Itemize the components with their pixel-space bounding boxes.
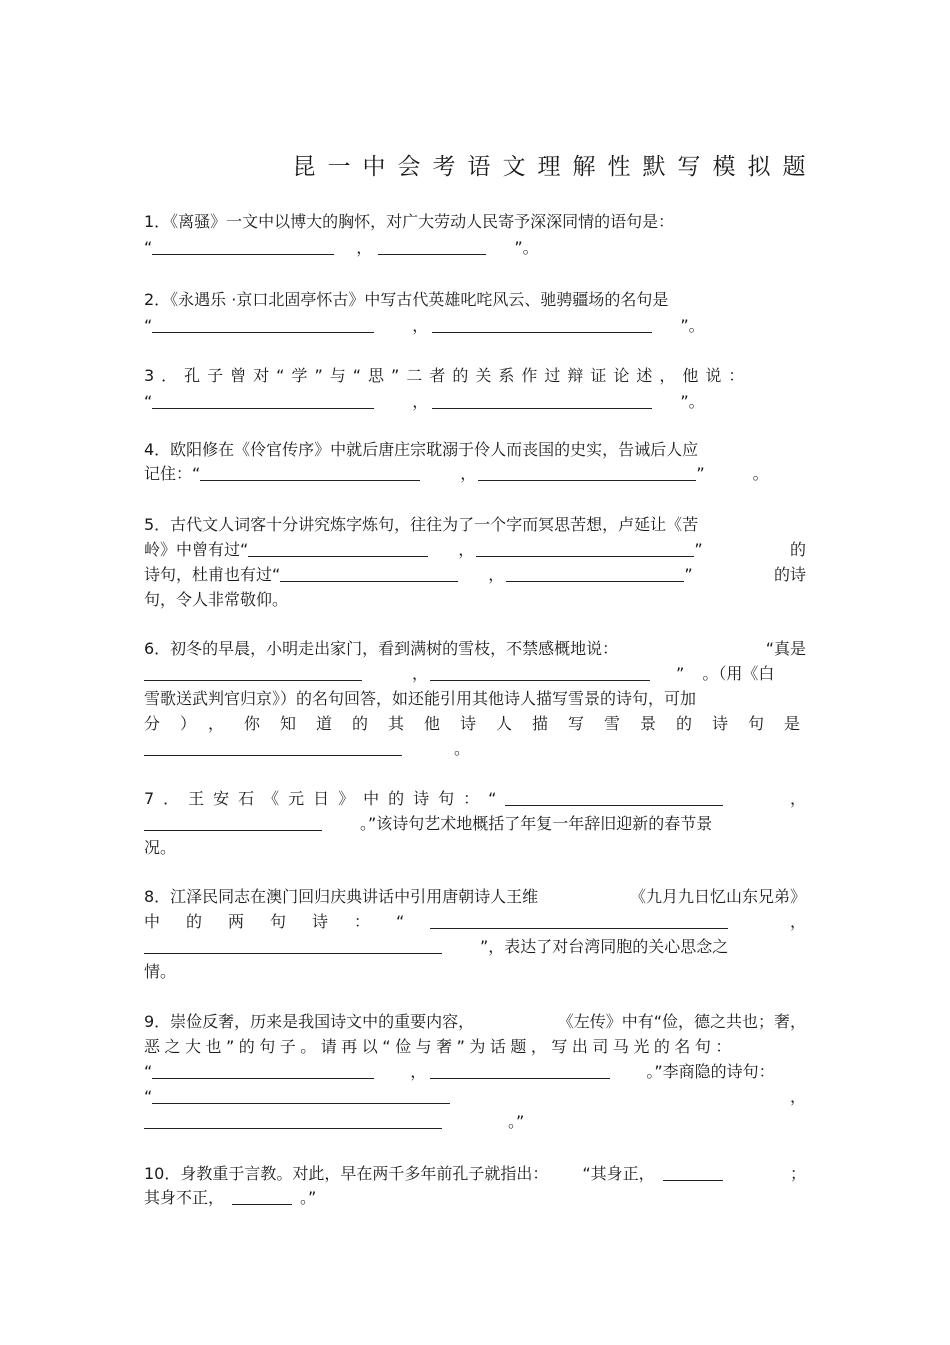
answer-blank[interactable] xyxy=(144,1112,442,1129)
question-3-answer-line: “ ， ”。 xyxy=(144,392,705,411)
question-5-line-2: 岭》中曾有过“ ， ” 的 xyxy=(144,540,806,559)
question-7-line-3: 况。 xyxy=(144,838,177,857)
answer-blank[interactable] xyxy=(280,565,458,582)
answer-blank[interactable] xyxy=(663,1164,723,1181)
question-8-line-4: 情。 xyxy=(144,962,177,981)
question-5-line-3: 诗句，杜甫也有过“ ， ” 的诗 xyxy=(144,565,806,584)
question-6-line-2: ， ” 。（用《白 xyxy=(144,662,774,686)
question-9-line-2: 恶之大也”的句子。请再以“俭与奢”为话题，写出司马光的名句： xyxy=(144,1037,736,1056)
question-10-line-2: 其身不正， 。” xyxy=(144,1188,317,1207)
answer-blank[interactable] xyxy=(144,739,402,756)
answer-blank[interactable] xyxy=(248,540,428,557)
question-2-prompt: 2．《永遇乐 ·京口北固亭怀古》中写古代英雄叱咤风云、驰骋疆场的名句是 xyxy=(144,290,669,309)
answer-blank[interactable] xyxy=(144,937,442,954)
answer-blank[interactable] xyxy=(144,664,362,681)
question-7-line-2: 。”该诗句艺术地概括了年复一年辞旧迎新的春节景 xyxy=(144,812,712,836)
answer-blank[interactable] xyxy=(152,238,334,255)
answer-blank[interactable] xyxy=(232,1188,292,1205)
question-8-prompt: 8．江泽民同志在澳门回归庆典讲话中引用唐朝诗人王维 《九月九日忆山东兄弟》 xyxy=(144,887,806,906)
question-8-line-2: 中的两句诗：“ ， xyxy=(144,912,806,931)
answer-blank[interactable] xyxy=(430,912,728,929)
answer-blank[interactable] xyxy=(476,540,694,557)
question-6-line-5: 。 xyxy=(144,737,470,761)
answer-blank[interactable] xyxy=(430,1062,610,1079)
question-9-line-5: 。” xyxy=(144,1110,524,1134)
page-title: 昆一中会考语文理解性默写模拟题 xyxy=(292,154,818,180)
question-9-line-4: “ ， xyxy=(144,1087,806,1106)
answer-blank[interactable] xyxy=(505,789,723,806)
answer-blank[interactable] xyxy=(478,464,696,481)
question-4-prompt: 4．欧阳修在《伶官传序》中就后唐庄宗耽溺于伶人而丧国的史实，告诫后人应 xyxy=(144,440,699,459)
answer-blank[interactable] xyxy=(378,238,486,255)
answer-blank[interactable] xyxy=(152,392,374,409)
question-9-prompt: 9．崇俭反奢，历来是我国诗文中的重要内容， 《左传》中有“俭，德之共也；奢， xyxy=(144,1012,806,1031)
question-6-line-4: 分），你知道的其他诗人描写雪景的诗句是 xyxy=(144,714,821,733)
question-10-prompt: 10．身教重于言教。对此，早在两千多年前孔子就指出： “其身正， ； xyxy=(144,1164,806,1183)
question-9-line-3: “ ， 。”李商隐的诗句： xyxy=(144,1062,775,1081)
question-5-prompt: 5．古代文人词客十分讲究炼字炼句，往往为了一个字而冥思苦想，卢延让《苦 xyxy=(144,515,699,534)
answer-blank[interactable] xyxy=(432,392,652,409)
question-3-prompt: 3．孔子曾对“学”与“思”二者的关系作过辩证论述，他说： xyxy=(144,366,752,385)
question-7-prompt: 7．王安石《元日》中的诗句：“ ， xyxy=(144,789,806,808)
question-8-line-3: ”，表达了对台湾同胞的关心思念之 xyxy=(144,935,728,959)
answer-blank[interactable] xyxy=(152,316,374,333)
question-5-line-4: 句，令人非常敬仰。 xyxy=(144,590,289,609)
question-1-answer-line: “ ， ”。 xyxy=(144,238,539,257)
question-1-prompt: 1．《离骚》一文中以博大的胸怀，对广大劳动人民寄予深深同情的语句是： xyxy=(144,212,675,231)
question-2-answer-line: “ ， ”。 xyxy=(144,316,705,335)
answer-blank[interactable] xyxy=(144,814,322,831)
answer-blank[interactable] xyxy=(506,565,684,582)
question-6-line-3: 雪歌送武判官归京》）的名句回答，如还能引用其他诗人描写雪景的诗句，可加 xyxy=(144,689,697,708)
question-6-prompt: 6．初冬的早晨，小明走出家门，看到满树的雪枝，不禁感概地说： “真是 xyxy=(144,639,806,658)
answer-blank[interactable] xyxy=(152,1087,450,1104)
question-4-answer-line: 记住：“ ， ” 。 xyxy=(144,464,769,483)
answer-blank[interactable] xyxy=(152,1062,374,1079)
answer-blank[interactable] xyxy=(432,316,652,333)
answer-blank[interactable] xyxy=(430,664,650,681)
answer-blank[interactable] xyxy=(200,464,420,481)
